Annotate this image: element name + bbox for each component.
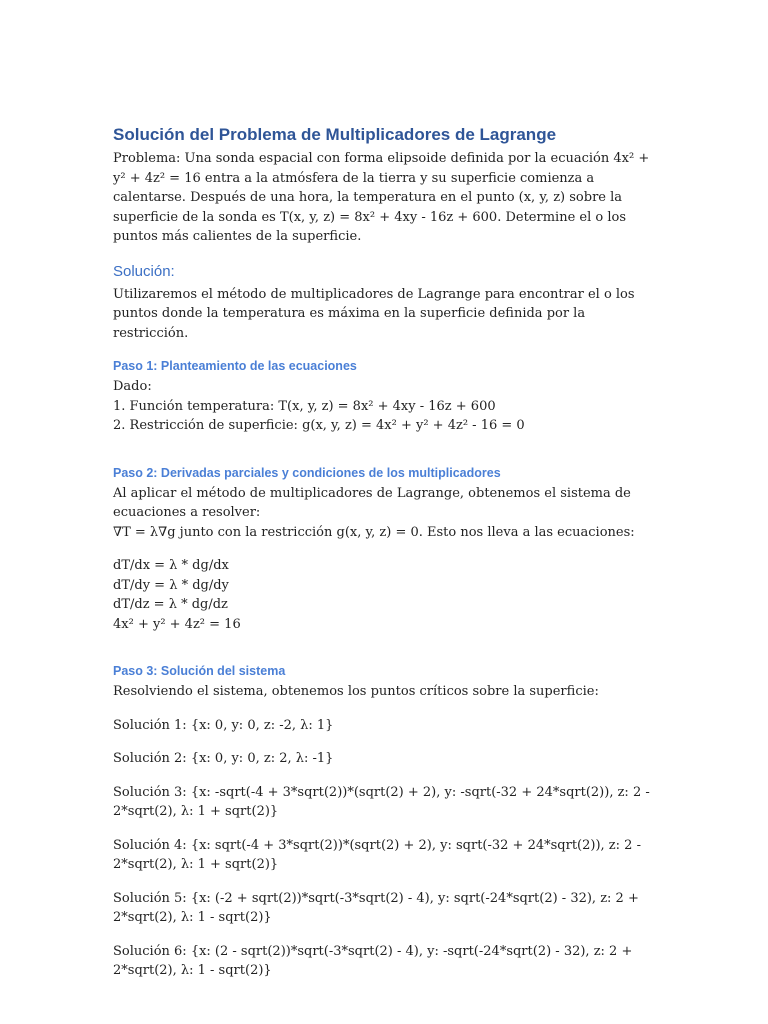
equation-dy: dT/dy = λ * dg/dy: [113, 577, 229, 593]
solution-1: Solución 1: {x: 0, y: 0, z: -2, λ: 1}: [113, 717, 334, 733]
solution-5: Solución 5: {x: (-2 + sqrt(2))*sqrt(-3*sqrt(2) - 4), y: sqrt(-24*sqrt(2) - 32), z: 2 + 2*sqrt(2), λ: 1 - sqrt(2)}: [113, 890, 639, 925]
step1-temperature-function: 1. Función temperatura: T(x, y, z) = 8x² + 4xy - 16z + 600: [113, 398, 496, 414]
step1-heading: Paso 1: Planteamiento de las ecuaciones: [113, 359, 357, 373]
solution-6: Solución 6: {x: (2 - sqrt(2))*sqrt(-3*sqrt(2) - 4), y: -sqrt(-24*sqrt(2) - 32), z: 2 + 2*sqrt(2), λ: 1 - sqrt(2)}: [113, 943, 633, 978]
solution-4: Solución 4: {x: sqrt(-4 + 3*sqrt(2))*(sqrt(2) + 2), y: sqrt(-32 + 24*sqrt(2)), z: 2 - 2*sqrt(2), λ: 1 + sqrt(2)}: [113, 837, 641, 872]
document-page: [113, 123, 658, 981]
problem-statement: Problema: Una sonda espacial con forma elipsoide definida por la ecuación 4x² + y² + 4z² = 16 entra a la atmósfera de la tierra y su superficie comienza a calentarse. Después de una hora, la temperatura en el punto (x, y, z) sobre la superficie de la sonda es T(x, y, z) = 8x² + 4xy - 16z + 600. Determine el o los puntos más calientes de la superficie.: [113, 151, 650, 244]
step2-text: Al aplicar el método de multiplicadores de Lagrange, obtenemos el sistema de ecuaciones a resolver:: [113, 485, 631, 520]
equation-dx: dT/dx = λ * dg/dx: [113, 558, 229, 573]
step3-text: Resolviendo el sistema, obtenemos los puntos críticos sobre la superficie:: [113, 684, 599, 699]
spacer: [113, 542, 658, 556]
equation-dz: dT/dz = λ * dg/dz: [113, 597, 228, 612]
solution-2: Solución 2: {x: 0, y: 0, z: 2, λ: -1}: [113, 751, 334, 766]
document-title: Solución del Problema de Multiplicadores de Lagrange: [113, 125, 557, 144]
equation-constraint: 4x² + y² + 4z² = 16: [113, 616, 241, 632]
solution-heading: Solución:: [113, 262, 175, 280]
step1-given: Dado:: [113, 379, 152, 394]
step3-heading: Paso 3: Solución del sistema: [113, 664, 286, 678]
spacer: [113, 634, 658, 648]
spacer: [113, 436, 658, 450]
step1-surface-constraint: 2. Restricción de superficie: g(x, y, z) = 4x² + y² + 4z² - 16 = 0: [113, 418, 525, 433]
step2-heading: Paso 2: Derivadas parciales y condiciones de los multiplicadores: [113, 465, 501, 480]
step2-gradient-line: ∇T = λ∇g junto con la restricción g(x, y, z) = 0. Esto nos lleva a las ecuaciones:: [113, 524, 635, 540]
solution-3: Solución 3: {x: -sqrt(-4 + 3*sqrt(2))*(sqrt(2) + 2), y: -sqrt(-32 + 24*sqrt(2)), z: 2 - 2*sqrt(2), λ: 1 + sqrt(2)}: [113, 784, 650, 819]
spacer: [113, 702, 658, 716]
solution-intro: Utilizaremos el método de multiplicadores de Lagrange para encontrar el o los puntos donde la temperatura es máxima en la superficie definida por la restricción.: [113, 286, 635, 341]
